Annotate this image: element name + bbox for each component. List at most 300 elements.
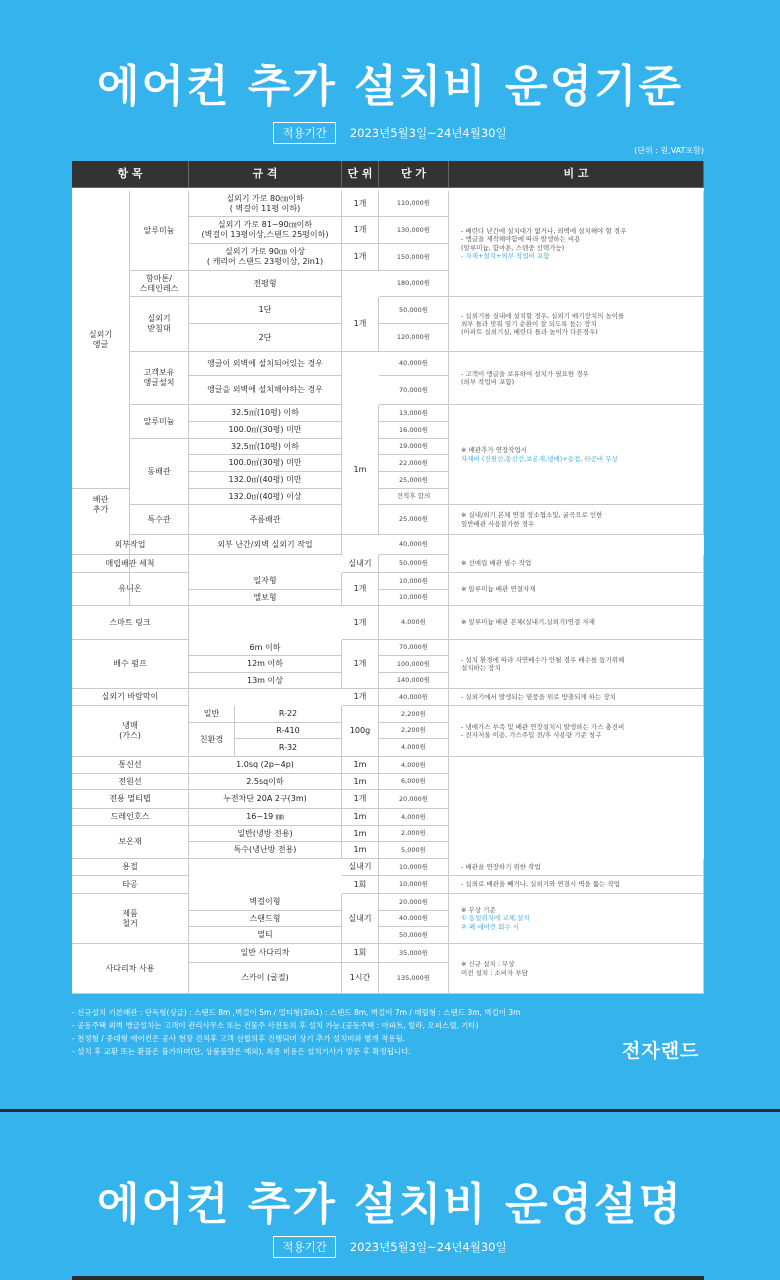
table-cell: [189, 455, 342, 472]
cell-text: 스카이 (굴절): [241, 973, 289, 982]
price-cell: [379, 297, 449, 324]
cell-text: 100.0㎡(30평) 미만: [228, 458, 302, 467]
remark-cell: [449, 297, 704, 352]
table-cell: [189, 757, 342, 774]
table-cell: [130, 297, 189, 352]
table-cell: [72, 790, 189, 809]
cell-text: 1개: [353, 319, 367, 328]
table-cell: [342, 757, 379, 774]
cell-text: 드레인호스: [110, 812, 150, 821]
table-cell: [72, 757, 189, 774]
remark-cell: [449, 894, 704, 944]
cell-text: 실외기 받침대: [147, 314, 171, 333]
cell-text: 전원선: [118, 776, 142, 786]
period-text-2: 2023년5월3일~24년4월30일: [349, 1240, 507, 1254]
cell-text: 6m 이하: [249, 642, 281, 652]
cell-text: 135,000원: [396, 973, 431, 982]
table-cell: [189, 191, 342, 217]
cell-text: - 베란다 난간에 설치대가 없거나, 외벽에 설치해야 할 경우 - 앵글을 제작해야함에 따라 발생하는 비용 (알루미늄, 함마톤, 스텐중 선택가능): [461, 227, 627, 252]
table-cell: [189, 271, 342, 297]
price-cell: [379, 963, 449, 994]
table-header-cell: 단 위: [342, 161, 379, 188]
cell-text: 배수 펌프: [113, 659, 147, 668]
table-cell: [189, 439, 342, 455]
cell-text: 100,000원: [396, 659, 431, 668]
table-cell: [342, 405, 379, 535]
table-cell: [189, 774, 342, 790]
table-cell: [342, 191, 379, 217]
cell-text: 4,000원: [401, 618, 426, 627]
cell-text-highlight: 자재비 (전원선,통신선,보온재,냉매)+용접, 타공비 무상: [461, 454, 618, 463]
cell-text: 일반 사다리차: [240, 948, 290, 957]
table-cell: [130, 439, 189, 505]
price-cell: [379, 217, 449, 244]
table-cell: [342, 689, 379, 706]
cell-text: 보온재: [118, 837, 142, 846]
cell-text: 실외기 가로 81~90㎝이하 (벽걸이 13평이상,스탠드 25평이하): [201, 220, 329, 239]
price-cell: [379, 606, 449, 640]
cell-text: 2단: [258, 332, 272, 342]
table-cell: [189, 324, 342, 352]
cell-text: 13,000원: [398, 408, 429, 417]
table-cell: [72, 859, 189, 876]
cell-text-highlight: ① 동일위치에 교체,설치 ② 폐 에어컨 회수 시: [461, 914, 530, 931]
remark-cell: [449, 876, 704, 894]
table-cell: [342, 859, 379, 876]
page-title: 에어컨 추가 설치비 운영기준: [96, 61, 683, 112]
cell-text: 1m: [353, 760, 367, 769]
table-cell: [189, 842, 342, 859]
table-cell: [342, 826, 379, 842]
cell-text: ※ 무상 기준: [461, 906, 496, 915]
table-cell: [130, 191, 189, 271]
price-cell: [379, 723, 449, 739]
cell-text: 2,200원: [401, 709, 426, 718]
cell-text: 알루미늄: [143, 225, 175, 235]
cell-text: 앵글이 외벽에 설치되어있는 경우: [207, 358, 323, 368]
remark-cell: [449, 505, 704, 535]
price-cell: [379, 944, 449, 963]
price-cell: [379, 673, 449, 689]
table-cell: [189, 723, 235, 757]
price-cell: [379, 489, 449, 505]
cell-text: 10,000원: [398, 862, 429, 871]
cell-text: 실외기 가로 80㎝이하 ( 벽걸이 11평 이하): [226, 193, 304, 213]
cell-text: ※ 선매립 배관 필수 작업: [461, 559, 532, 568]
cell-text: 1m: [353, 776, 367, 786]
table-header-cell: 단 가: [379, 161, 449, 188]
price-cell: [379, 422, 449, 439]
cell-text: 32.5㎡(10평) 이하: [231, 441, 299, 451]
table-cell: [130, 405, 189, 439]
cell-text: 용접: [122, 862, 138, 871]
cell-text: 10,000원: [398, 880, 429, 889]
cell-text: 동배관: [147, 466, 171, 476]
unit-note: (단위 : 원,VAT포함): [634, 146, 704, 155]
cell-text: 일반: [203, 709, 220, 718]
table-cell: [72, 876, 189, 894]
cell-text: 16~19 ㎜: [246, 812, 284, 821]
cell-text: 특수(냉난방 전용): [233, 845, 297, 854]
cell-text: 실내기: [348, 862, 372, 871]
table-cell: [189, 505, 342, 535]
table-cell: [189, 352, 342, 376]
cell-text: 13m 이상: [247, 675, 283, 685]
period-row: [0, 122, 780, 144]
cell-text: 외부작업: [114, 539, 146, 549]
table-cell: [189, 535, 342, 555]
cell-text: 멀티: [257, 930, 273, 939]
cell-text: 1개: [353, 252, 367, 261]
price-cell: [379, 739, 449, 757]
table-cell: [189, 673, 342, 689]
table-cell: [342, 217, 379, 244]
cell-text: 32.5㎡(10평) 이하: [231, 408, 299, 417]
cell-text: 누전차단 20A 2구(3m): [223, 794, 307, 803]
remark-cell: [449, 689, 704, 706]
price-cell: [379, 842, 449, 859]
cell-text: 1m: [353, 828, 367, 838]
table-cell: [72, 640, 189, 689]
cell-text: 통신선: [118, 760, 142, 769]
remark-cell: [449, 859, 704, 876]
table-cell: [342, 706, 379, 757]
cell-text: 알루미늄: [143, 416, 175, 426]
remark-cell: [449, 606, 704, 640]
remark-cell: [449, 706, 704, 757]
cell-text: - 고객이 앵글을 보유하여 설치가 필요한 경우 (외부 작업비 포함): [461, 369, 589, 386]
cell-text: 고객보유 앵글설치: [143, 368, 175, 387]
table-cell: [130, 352, 189, 405]
price-cell: [379, 271, 449, 297]
table-cell: [342, 640, 379, 689]
table2-header: [72, 1276, 704, 1280]
cell-text: 20,000원: [398, 794, 429, 803]
cell-text: 친환경: [199, 734, 224, 744]
table-cell: [342, 809, 379, 826]
period-badge-2: 적용기간: [273, 1236, 335, 1258]
cell-text: R-22: [278, 709, 298, 718]
cell-text: 120,000원: [396, 333, 431, 342]
price-cell: [379, 244, 449, 271]
price-cell: [379, 774, 449, 790]
cell-text: 1개: [353, 225, 367, 234]
table-cell: [342, 573, 379, 606]
cell-text: 앵글을 외벽에 설치해야하는 경우: [207, 385, 323, 394]
cell-text: 1개: [353, 617, 367, 627]
period-row-2: [0, 1236, 780, 1258]
cell-text: 4,000원: [401, 812, 426, 821]
cell-text: 40,000원: [398, 692, 429, 701]
table-cell: [342, 244, 379, 271]
cell-text: - 실외로 배관을 빼거나, 실외기와 연결시 벽을 뚫는 작업: [461, 880, 621, 889]
footnote-line: - 천정형 / 중대형 에어컨은 공사 현장 견적후 고객 선협의후 진행되며 상기 추가 설치비와 별개 적용됨.: [72, 1034, 406, 1043]
cell-text: 사다리차 사용: [105, 963, 155, 973]
cell-text: 5,000원: [401, 845, 426, 854]
price-cell: [379, 376, 449, 405]
remark-cell: [449, 191, 704, 297]
cell-text: 50,000원: [398, 559, 429, 568]
cell-text: 16,000원: [398, 425, 429, 434]
price-cell: [379, 324, 449, 352]
cell-text: 19,000원: [398, 442, 429, 451]
cell-text: ※ 실내/외기 본체 연결 장소협소및, 굴곡으로 인한 일반배관 사용불가한 경우: [461, 511, 603, 528]
cell-text: 매립배관 세척: [105, 558, 155, 568]
cell-text: 1회: [353, 948, 367, 957]
cell-text: 유니온: [118, 584, 142, 593]
table-cell: [342, 944, 379, 963]
cell-text: R-410: [276, 725, 300, 735]
table-cell: [72, 826, 189, 859]
price-cell: [379, 590, 449, 606]
price-cell: [379, 439, 449, 455]
table-cell: [189, 640, 342, 656]
cell-text: 냉매 (가스): [119, 721, 141, 740]
price-cell: [379, 505, 449, 535]
cell-text: 100.0㎡(30평) 미만: [228, 425, 302, 434]
footnotes: [72, 1006, 520, 1058]
table-cell: [72, 944, 189, 994]
table-cell: [189, 590, 342, 606]
table-cell: [189, 911, 342, 927]
cell-text: 1시간: [349, 973, 371, 982]
cell-text: - 냉매가스 부족 및 배관 연장설치시 발생하는 가스 충전비 - 전자저울 이용, 가스주입 전/후 사용량 기준 청구: [461, 722, 625, 739]
cell-text: - 설치 환경에 따라 자연배수가 안될 경우 배수를 돕기위해 설치하는 장치: [461, 655, 625, 672]
section-divider: [0, 1109, 780, 1112]
table-cell: [72, 573, 189, 606]
cell-text: - 실외기에서 발생되는 열풍을 위로 방출되게 하는 장치: [461, 692, 616, 701]
cell-text: 132.0㎡(40평) 이상: [228, 491, 302, 501]
cell-text: 1개: [353, 198, 367, 208]
remark-cell: [449, 555, 704, 573]
cell-text: ※ 알루미늄 배관 연결자재: [461, 584, 536, 593]
cell-text: ※ 알루미늄 배관 본체(실내기,실외기)연결 자재: [461, 618, 595, 627]
table-cell: [189, 790, 342, 809]
cell-text: 100g: [349, 726, 371, 735]
cell-text: 180,000원: [396, 279, 431, 288]
table-cell: [342, 876, 379, 894]
table-header-cell: 비 고: [449, 161, 704, 188]
table-cell: [342, 606, 379, 640]
cell-text: 40,000원: [398, 540, 429, 549]
cell-text: 1개: [353, 659, 367, 668]
table-cell: [189, 422, 342, 439]
cell-text-highlight: - 자재+설치+외부 작업비 포함: [461, 251, 550, 260]
table-cell: [342, 555, 379, 573]
cell-text: 1단: [258, 305, 272, 314]
table-cell: [130, 505, 189, 535]
price-cell: [379, 894, 449, 911]
cell-text: 전용 멀티탭: [109, 794, 151, 803]
cell-text: 1.0sq (2p~4p): [236, 760, 294, 769]
table-cell: [189, 656, 342, 673]
table-cell: [342, 842, 379, 859]
price-cell: [379, 757, 449, 774]
table-cell: [72, 809, 189, 826]
table-cell: [72, 606, 189, 640]
cell-text: ※ 배관추가 연장작업시: [461, 446, 528, 455]
price-cell: [379, 927, 449, 944]
cell-text: 130,000원: [396, 225, 431, 234]
cell-text: 1개: [353, 692, 367, 701]
table-cell: [342, 963, 379, 994]
cell-text: 25,000원: [398, 515, 429, 524]
footnote-line: - 신규설치 기본배관 : 단독형(싱글) : 스탠드 8m ,벽걸이 5m / 멀티형(2in1) : 스탠드 8m, 벽걸이 7m / 매립형 : 스탠드 3m, 벽걸이 3m: [72, 1008, 521, 1017]
price-cell: [379, 573, 449, 590]
cell-text: 타공: [122, 879, 138, 889]
cell-text: 50,000원: [398, 930, 429, 939]
cell-text: 2,000원: [401, 829, 426, 838]
cell-text: 특수관: [147, 514, 171, 524]
cell-text: 실내기: [348, 913, 372, 923]
cell-text: 실외기 바람막이: [101, 692, 159, 701]
cell-text: 132.0㎡(40평) 미만: [228, 475, 302, 484]
cell-text: 1회: [353, 879, 367, 889]
price-cell: [379, 535, 449, 555]
cell-text: 40,000원: [398, 359, 429, 368]
cell-text: 외부 난간/외벽 실외기 작업: [217, 539, 313, 549]
cell-text: 1m: [353, 464, 367, 474]
table-cell: [189, 472, 342, 489]
cell-text: 150,000원: [396, 252, 431, 261]
cell-text: 제품 철거: [122, 908, 138, 928]
table-cell: [72, 555, 189, 573]
price-cell: [379, 706, 449, 723]
cell-text: 6,000원: [401, 777, 426, 786]
remark-cell: [449, 405, 704, 505]
table-cell: [72, 706, 189, 757]
price-cell: [379, 472, 449, 489]
price-cell: [379, 352, 449, 376]
table-header-cell: 항 목: [72, 161, 189, 188]
cell-text: 2,200원: [401, 726, 426, 735]
table-cell: [342, 297, 379, 352]
table-cell: [189, 573, 342, 590]
cell-text: 10,000원: [398, 593, 429, 602]
cell-text: 1m: [353, 812, 367, 821]
cell-text: 110,000원: [396, 199, 431, 208]
table-cell: [130, 271, 189, 297]
period-text: 2023년5월3일~24년4월30일: [349, 126, 507, 140]
cell-text: 실외기 가로 90㎝ 이상 ( 캐리어 스탠드 23평이상, 2in1): [206, 247, 324, 266]
table-cell: [189, 944, 342, 963]
table-cell: [72, 535, 189, 555]
cell-text: 함마톤/ 스테인레스: [139, 273, 179, 293]
brand-logo: 전자랜드: [622, 1040, 700, 1062]
price-table: [72, 161, 704, 994]
price-cell: [379, 826, 449, 842]
cell-text: 10,000원: [398, 576, 429, 585]
cell-text: 배관 추가: [92, 495, 109, 514]
remark-cell: [449, 640, 704, 689]
cell-text: 견적후 합의: [396, 492, 431, 501]
price-cell: [379, 790, 449, 809]
cell-text: 1개: [353, 794, 367, 803]
price-cell: [379, 455, 449, 472]
cell-text: 2.5sq이하: [246, 776, 284, 786]
table-cell: [342, 894, 379, 944]
table-cell: [189, 809, 342, 826]
cell-text: 12m 이하: [247, 659, 283, 668]
footnote-line: - 공동주택 외벽 앵글설치는 고객이 관리사무소 또는 건물주 사전동의 후 설치 가능.(공동주택 : 아파트, 빌라, 오피스텔, 기타): [72, 1021, 479, 1030]
cell-text: R-32: [278, 742, 298, 752]
remark-cell: [449, 352, 704, 405]
cell-text: 스탠드형: [249, 913, 281, 923]
price-cell: [379, 809, 449, 826]
cell-text: 40,000원: [398, 914, 429, 923]
cell-text: 35,000원: [398, 948, 429, 957]
cell-text: - 실외기를 실내에 설치할 경우, 실외기 배기장치의 높이를 외부 틀과 맞춰 열기 순환이 잘 되도록 돕는 장치 (아파트 실외기실, 베란다 틀과 높이가 다른경우): [461, 311, 625, 337]
section2-title: 에어컨 추가 설치비 운영설명: [96, 1179, 683, 1230]
table-cell: [189, 963, 342, 994]
remark-cell: [449, 944, 704, 994]
cell-text: - 배관을 연장하기 위한 작업: [461, 862, 541, 871]
table-header-cell: 규 격: [189, 161, 342, 188]
cell-text: 엘보형: [253, 592, 277, 602]
price-cell: [379, 640, 449, 656]
price-cell: [379, 555, 449, 573]
table-cell: [189, 894, 342, 911]
table-cell: [189, 826, 342, 842]
table-cell: [189, 927, 342, 944]
price-cell: [379, 859, 449, 876]
table-cell: [189, 244, 342, 271]
footnote-line: - 설치 후 교환 또는 환불은 불가하며(단, 상품불량은 예외), 최종 비용은 설치기사가 방문 후 확정됩니다.: [72, 1047, 411, 1056]
table-cell: [189, 405, 342, 422]
cell-text: 스마트 링크: [109, 617, 151, 627]
cell-text: 주름배관: [249, 514, 281, 524]
period-badge: 적용기간: [273, 122, 335, 144]
cell-text: 일자형: [253, 576, 277, 585]
table-cell: [235, 739, 342, 757]
cell-text: 4,000원: [401, 760, 426, 769]
cell-text: 실내기: [348, 558, 372, 568]
cell-text: 전평형: [253, 278, 277, 288]
cell-text: 70,000원: [398, 643, 429, 652]
cell-text: 70,000원: [398, 385, 429, 394]
cell-text: 실외기 앵글: [88, 329, 113, 349]
table-cell: [189, 489, 342, 505]
table-cell: [189, 217, 342, 244]
table-cell: [235, 723, 342, 739]
table-cell: [189, 706, 235, 723]
cell-text: 20,000원: [398, 897, 429, 906]
table-cell: [342, 774, 379, 790]
cell-text: 4,000원: [401, 743, 426, 752]
cell-text: 1개: [353, 584, 367, 593]
price-cell: [379, 656, 449, 673]
price-cell: [379, 911, 449, 927]
table-cell: [72, 894, 189, 944]
cell-text: 25,000원: [398, 475, 429, 484]
cell-text: ※ 신규 설치 : 무상 이전 설치 : 소비자 부담: [461, 960, 528, 977]
table-cell: [189, 297, 342, 324]
cell-text: 140,000원: [396, 676, 431, 685]
table-cell: [72, 689, 189, 706]
price-cell: [379, 191, 449, 217]
cell-text: 일반(냉방 전용): [237, 828, 293, 838]
table-cell: [72, 774, 189, 790]
remark-cell: [449, 573, 704, 606]
cell-text: 벽걸이형: [249, 897, 281, 906]
cell-text: 1m: [353, 845, 367, 854]
price-cell: [379, 405, 449, 422]
table-cell: [235, 706, 342, 723]
table-cell: [189, 376, 342, 405]
cell-text: 22,000원: [398, 458, 429, 467]
price-cell: [379, 876, 449, 894]
table-cell: [342, 790, 379, 809]
